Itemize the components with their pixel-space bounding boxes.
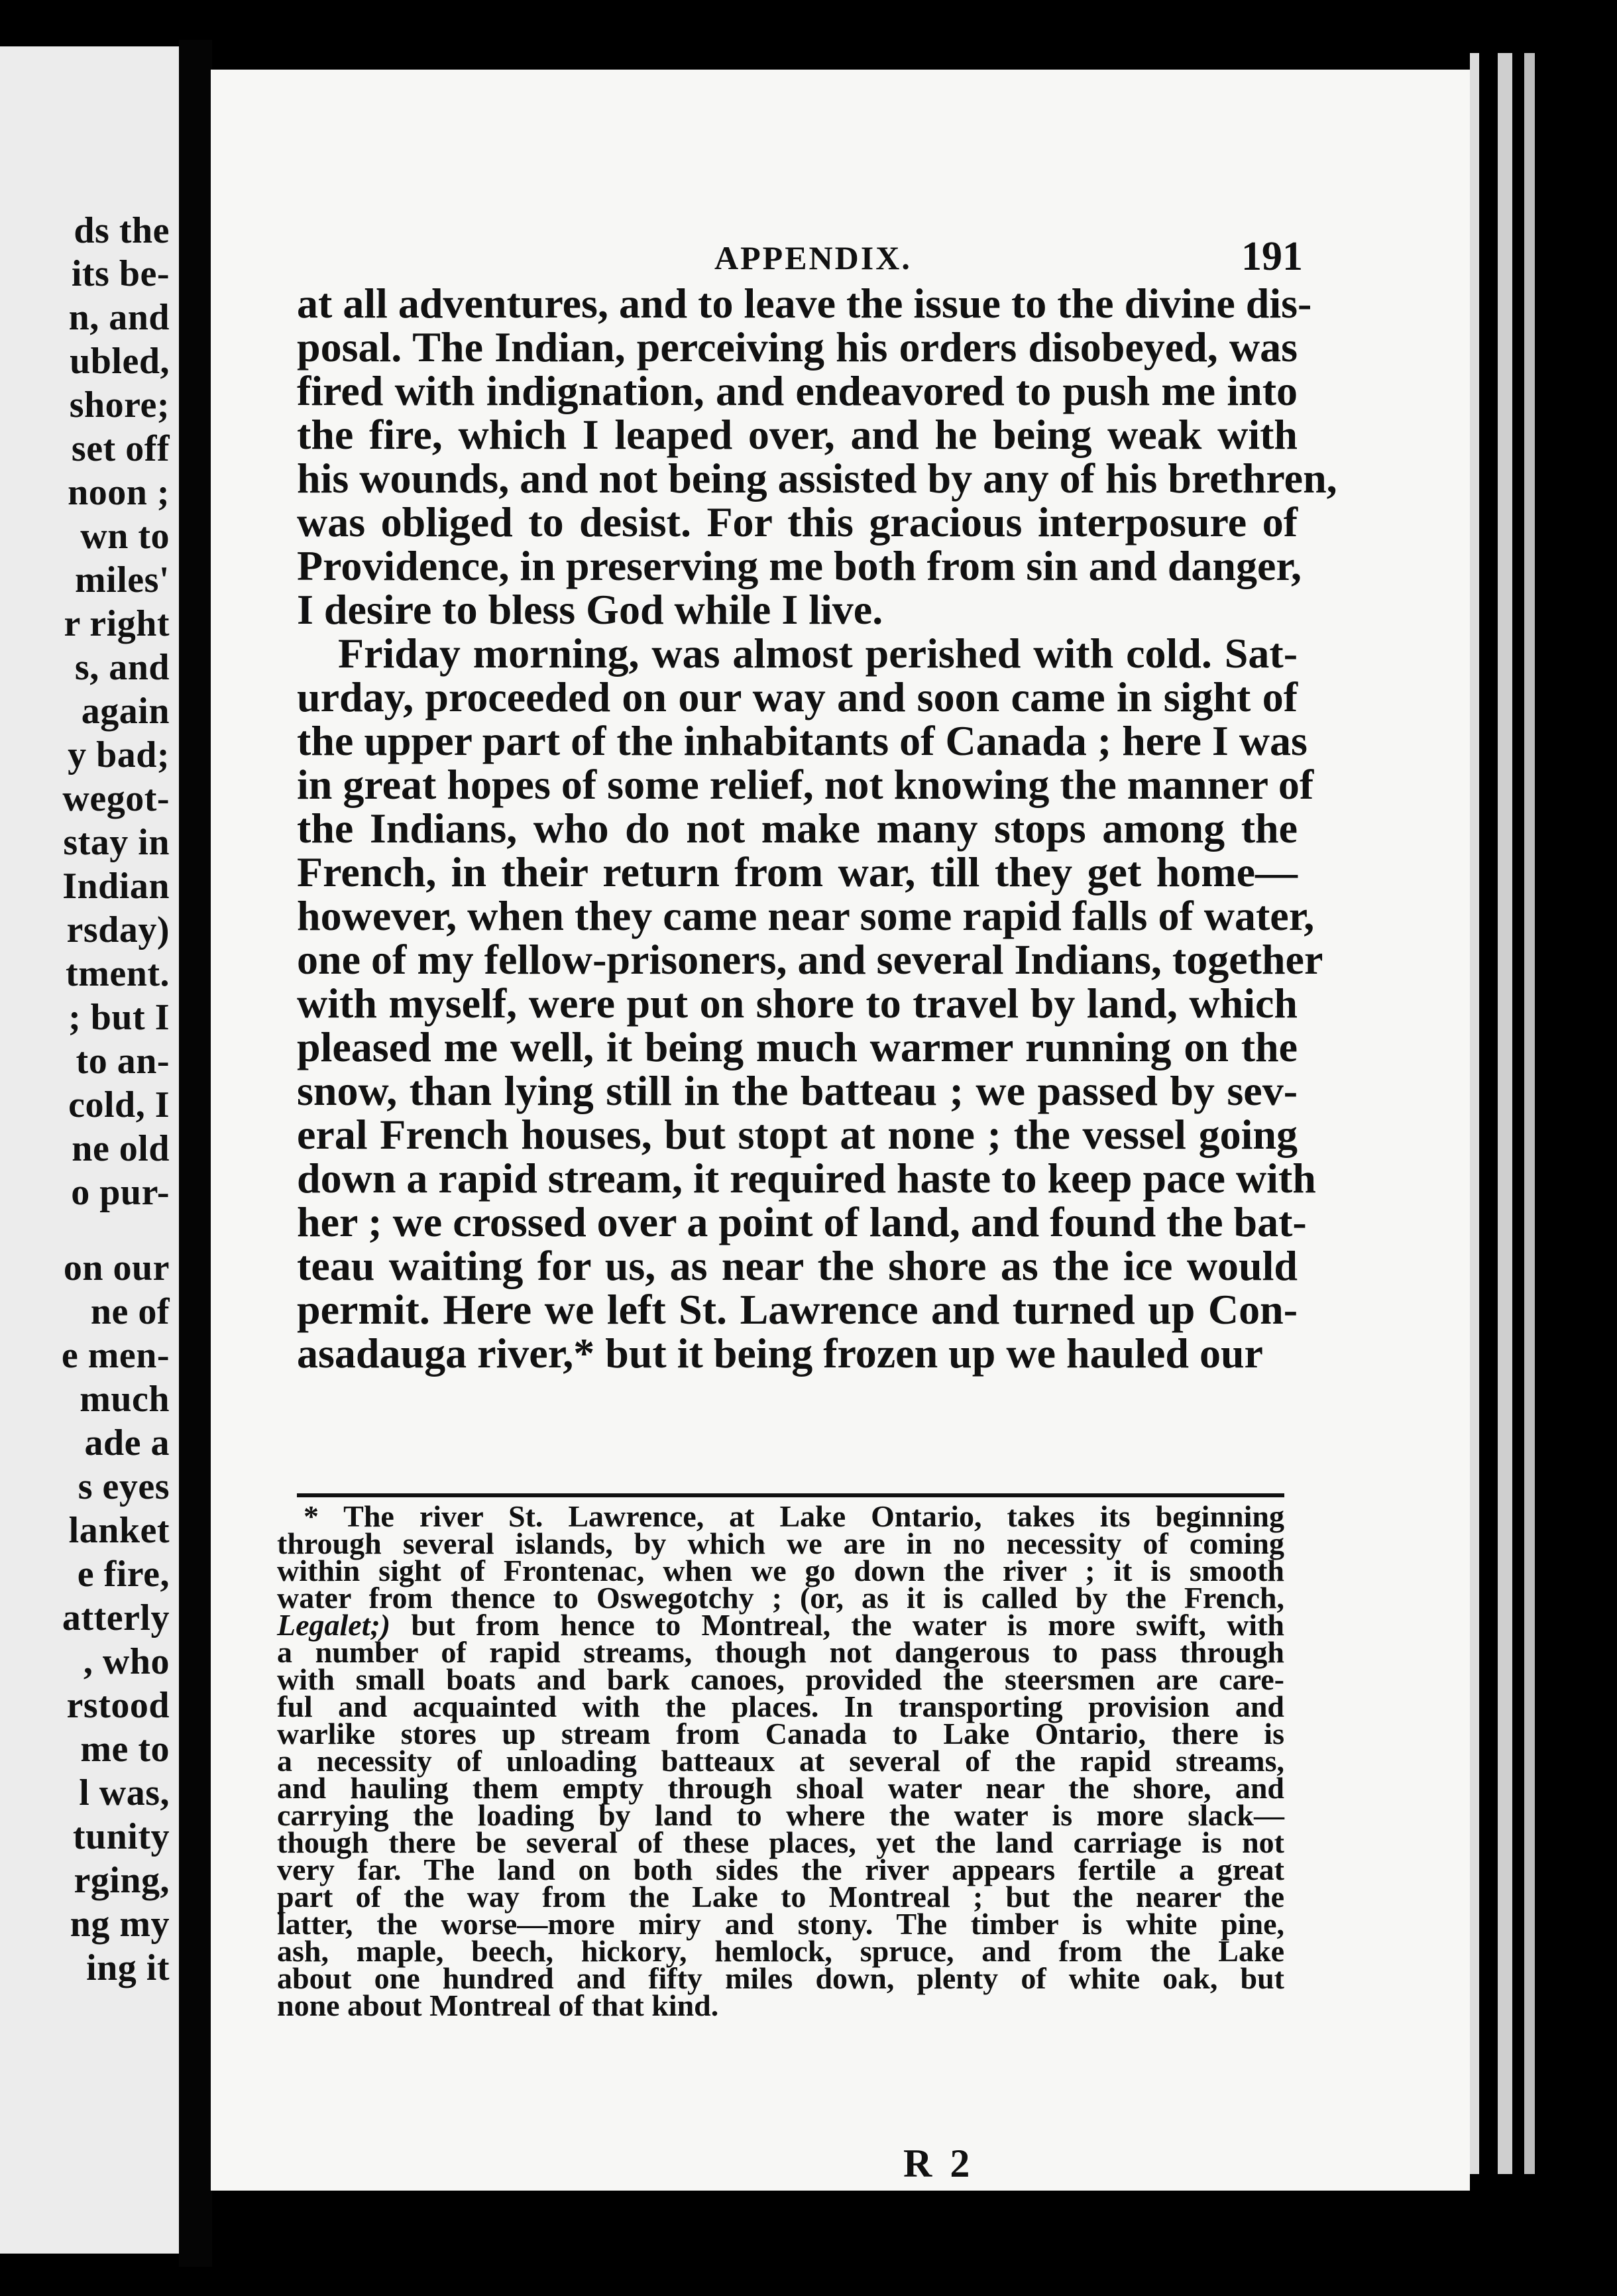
footnote-line: ash, maple, beech, hickory, hemlock, spruce, and from the Lake: [277, 1934, 1284, 1968]
body-line: urday, proceeded on our way and soon came in sight of: [297, 673, 1298, 720]
footnote-line: within sight of Frontenac, when we go down the river ; it is smooth: [277, 1554, 1284, 1587]
footnote-line: carrying the loading by land to where the water is more slack—: [277, 1798, 1284, 1832]
left-page-fragment: ne old: [72, 1128, 170, 1169]
body-line: posal. The Indian, perceiving his orders disobeyed, was: [297, 323, 1298, 371]
left-page-fragment: set off: [71, 428, 170, 469]
left-page-fragment: wegot-: [62, 778, 170, 819]
body-line: French, in their return from war, till they get home—: [297, 848, 1298, 895]
footnote-line: and hauling them empty through shoal water near the shore, and: [277, 1771, 1284, 1805]
footnote-line: Legalet;) but from hence to Montreal, the water is more swift, with: [277, 1608, 1284, 1642]
footnote-line: through several islands, by which we are in no necessity of coming: [277, 1526, 1284, 1560]
left-page-fragment: stay in: [63, 822, 170, 863]
body-line: snow, than lying still in the batteau ; we passed by sev-: [297, 1067, 1298, 1114]
footnote-italic: Legalet;): [277, 1608, 391, 1642]
left-page-fragment: again: [81, 691, 170, 732]
left-page-fragment: ade a: [84, 1422, 170, 1464]
left-page-fragment: its be-: [71, 253, 170, 294]
left-page-fragment: l was,: [79, 1772, 170, 1813]
left-page-fragment: ng my: [70, 1904, 170, 1945]
page-edge: [1524, 53, 1535, 2174]
left-page-fragment: rsday): [66, 909, 170, 950]
left-page-fragment: r right: [64, 603, 170, 644]
footnote-line: a necessity of unloading batteaux at several of the rapid streams,: [277, 1744, 1284, 1778]
body-line: however, when they came near some rapid falls of water,: [297, 892, 1315, 939]
left-page-fragment: e fire,: [77, 1554, 170, 1595]
body-line: down a rapid stream, it required haste to keep pace with: [297, 1155, 1316, 1202]
body-line: permit. Here we left St. Lawrence and turned up Con-: [297, 1286, 1298, 1333]
body-text: [297, 280, 1337, 1377]
left-page-fragment: e men-: [61, 1335, 170, 1376]
footnote-line: a number of rapid streams, though not dangerous to pass through: [277, 1635, 1284, 1669]
footnote-line: ful and acquainted with the places. In transporting provision and: [277, 1690, 1284, 1723]
left-page-fragment: n, and: [68, 297, 170, 338]
left-page-fragment: tment.: [66, 953, 170, 994]
left-page-fragment: ubled,: [70, 341, 170, 382]
body-line: was obliged to desist. For this gracious interposure of: [297, 498, 1298, 545]
left-page-fragment: on our: [63, 1247, 170, 1289]
left-page-fragment: ne of: [90, 1291, 170, 1332]
book-gutter: [179, 40, 212, 2267]
body-line: Providence, in preserving me both from sin and danger,: [297, 542, 1302, 589]
left-page-fragment: me to: [80, 1729, 170, 1770]
left-page-fragment: y bad;: [68, 734, 170, 775]
footnote-line: water from thence to Oswegotchy ; (or, as it is called by the French,: [277, 1581, 1284, 1615]
left-page-fragment: cold, I: [68, 1084, 170, 1125]
footnote-rule: [297, 1493, 1284, 1497]
footnote-line: part of the way from the Lake to Montreal ; but the nearer the: [277, 1880, 1284, 1914]
left-facing-page: [0, 46, 179, 2254]
left-page-fragment: wn to: [80, 516, 170, 557]
left-page-fragment: tunity: [72, 1816, 170, 1857]
body-line: the fire, which I leaped over, and he being weak with: [297, 411, 1298, 458]
left-page-fragment: ds the: [74, 210, 170, 251]
body-line: fired with indignation, and endeavored to push me into: [297, 367, 1298, 414]
body-line: his wounds, and not being assisted by any of his brethren,: [297, 455, 1337, 502]
page-edge: [1470, 53, 1479, 2174]
left-page-fragment: ; but I: [68, 997, 170, 1038]
footnote-line: with small boats and bark canoes, provided the steersmen are care-: [277, 1662, 1284, 1696]
footnote-line: latter, the worse—more miry and stony. The timber is white pine,: [277, 1907, 1284, 1941]
left-page-fragment: ing it: [86, 1947, 170, 1988]
left-page-fragment: s, and: [74, 647, 170, 688]
body-line: pleased me well, it being much warmer running on the: [297, 1023, 1298, 1070]
footnote-line: warlike stores up stream from Canada to Lake Ontario, there is: [277, 1717, 1284, 1751]
left-page-fragment: to an-: [76, 1041, 170, 1082]
left-page-fragment: , who: [83, 1641, 170, 1682]
body-line: eral French houses, but stopt at none ; the vessel going: [297, 1111, 1298, 1158]
body-line: asadauga river,* but it being frozen up we hauled our: [297, 1330, 1263, 1377]
body-line: with myself, were put on shore to travel by land, which: [297, 980, 1298, 1027]
page-number: 191: [1241, 234, 1303, 279]
left-page-fragment: shore;: [69, 384, 170, 426]
body-line: teau waiting for us, as near the shore as the ice would: [297, 1242, 1298, 1289]
left-page-fragment: atterly: [62, 1597, 170, 1638]
footnote-line: about one hundred and fifty miles down, plenty of white oak, but: [277, 1961, 1284, 1995]
body-line: one of my fellow-prisoners, and several Indians, together: [297, 936, 1323, 983]
left-page-fragment: o pur-: [71, 1172, 170, 1213]
left-page-fragment: s eyes: [78, 1466, 170, 1507]
body-line: Friday morning, was almost perished with cold. Sat-: [338, 630, 1298, 677]
left-page-fragment: noon ;: [68, 472, 170, 513]
left-page-fragment: Indian: [62, 866, 170, 907]
footnote-line: very far. The land on both sides the river appears fertile a great: [277, 1853, 1284, 1886]
body-line: the upper part of the inhabitants of Canada ; here I was: [297, 717, 1308, 764]
body-line: the Indians, who do not make many stops among the: [297, 805, 1298, 852]
left-page-fragment: miles': [75, 559, 170, 601]
body-line: I desire to bless God while I live.: [297, 586, 883, 633]
book-page: [211, 70, 1470, 2191]
footnote: [277, 1499, 1284, 2022]
footnote-line: though there be several of these places, yet the land carriage is not: [277, 1825, 1284, 1859]
left-page-fragment: rstood: [66, 1685, 170, 1726]
left-page-fragment: lanket: [68, 1510, 170, 1551]
footnote-line: * The river St. Lawrence, at Lake Ontario, takes its beginning: [304, 1499, 1284, 1533]
page-edge: [1498, 53, 1512, 2174]
footnote-line: none about Montreal of that kind.: [277, 1988, 719, 2022]
body-line: in great hopes of some relief, not knowing the manner of: [297, 761, 1314, 808]
left-page-fragment: rging,: [74, 1860, 170, 1901]
body-line: at all adventures, and to leave the issue to the divine dis-: [297, 280, 1312, 327]
left-page-fragment: much: [80, 1379, 170, 1420]
running-head: APPENDIX.: [714, 239, 912, 276]
body-line: her ; we crossed over a point of land, and found the bat-: [297, 1198, 1307, 1245]
signature-mark: R 2: [903, 2142, 974, 2185]
